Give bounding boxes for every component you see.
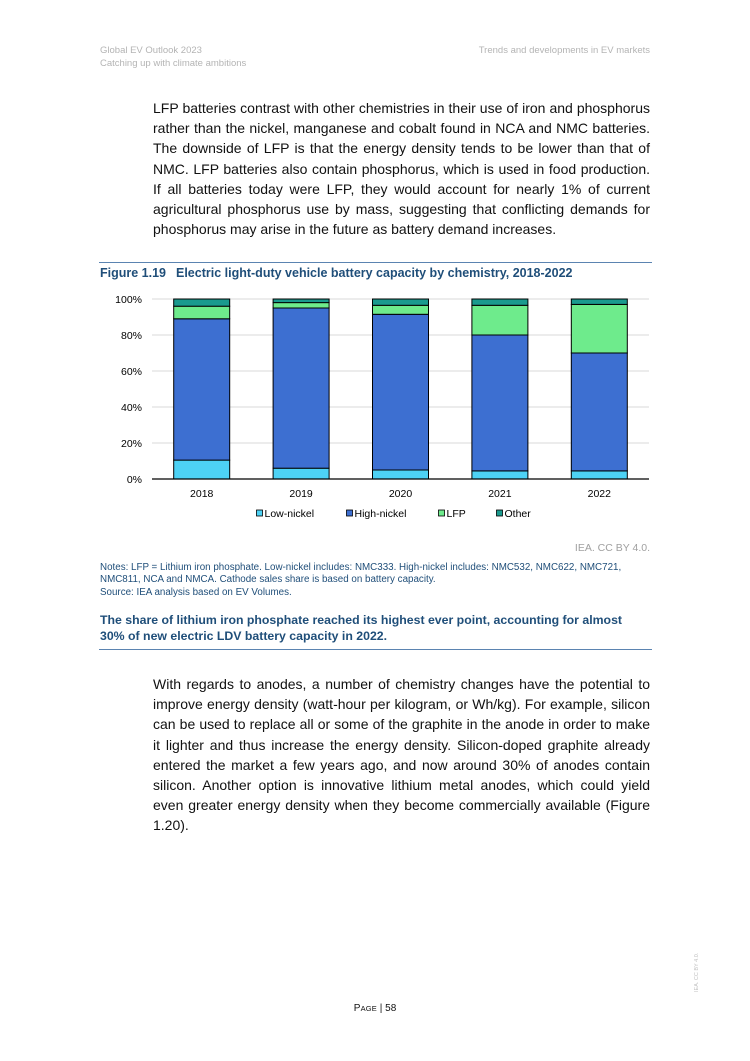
page-label: PAGE: [353, 1003, 378, 1014]
battery-chemistry-chart: [99, 286, 651, 531]
bar-segment: [273, 308, 329, 468]
report-subtitle: Catching up with climate ambitions: [100, 58, 247, 69]
bar-segment: [373, 470, 429, 479]
x-tick-label: 2022: [587, 488, 611, 500]
x-tick-label: 2018: [190, 488, 214, 500]
chart-legend: [257, 508, 532, 520]
bar-segment: [273, 303, 329, 308]
bar-segment: [472, 299, 528, 305]
legend-label: Low-nickel: [264, 508, 315, 520]
figure-title: [100, 266, 572, 280]
bar-segment: [571, 353, 627, 471]
bar-segment: [472, 305, 528, 335]
bar-segment: [273, 299, 329, 303]
report-title: Global EV Outlook 2023: [100, 45, 202, 56]
figure-bottom-rule: [99, 649, 652, 650]
legend-swatch: [497, 510, 503, 516]
bar-segment: [174, 306, 230, 319]
figure-takeaway: The share of lithium iron phosphate reached its highest ever point, accounting for almost 30% of new electric LDV battery capacity in 2022.: [100, 613, 623, 643]
bar-segment: [273, 468, 329, 479]
legend-label: Other: [504, 508, 531, 520]
y-tick-label: 40%: [120, 402, 142, 414]
figure-source: Source: IEA analysis based on EV Volumes.: [100, 587, 292, 598]
side-license-text: IEA. CC BY 4.0.: [694, 952, 700, 992]
x-tick-label: 2020: [388, 488, 413, 500]
y-tick-label: 100%: [115, 294, 142, 306]
figure-notes: Notes: LFP = Lithium iron phosphate. Low-nickel includes: NMC333. High-nickel includes: NMC532, NMC622, NMC721, NMC811, NCA and NMCA. Cathode sales share is based on battery capacity.: [100, 562, 622, 585]
legend-swatch: [439, 510, 445, 516]
bar-segment: [373, 305, 429, 314]
section-title: Trends and developments in EV markets: [478, 45, 650, 56]
bar-segment: [174, 299, 230, 306]
running-header-left: [100, 44, 246, 70]
y-tick-label: 60%: [120, 366, 142, 378]
legend-label: High-nickel: [354, 508, 407, 520]
bar-segment: [571, 299, 627, 304]
bar-segment: [174, 319, 230, 460]
body-paragraph-lfp: LFP batteries contrast with other chemistries in their use of iron and phosphorus rather than the nickel, manganese and cobalt found in NCA and NMC batteries. The downside of LFP is that the energy density tends to be lower than that of NMC. LFP batteries also contain phosphorus, which is used in food production. If all batteries today were LFP, they would account for nearly 1% of current agricultural phosphorus use by mass, suggesting that conflicting demands for phosphorus may arise in the future as battery demand increases.: [153, 100, 650, 238]
bar-segment: [571, 304, 627, 353]
page-number: 58: [385, 1003, 397, 1014]
y-tick-label: 0%: [126, 474, 142, 486]
figure-top-rule: [99, 262, 652, 263]
bar-segment: [472, 471, 528, 479]
x-tick-label: 2019: [289, 488, 313, 500]
legend-label: LFP: [446, 508, 466, 520]
bar-segment: [571, 471, 627, 479]
page-footer: PAGE | 58: [353, 1003, 397, 1014]
figure-caption: Electric light-duty vehicle battery capacity by chemistry, 2018-2022: [176, 266, 573, 280]
body-paragraph-anodes: With regards to anodes, a number of chemistry changes have the potential to improve energy density (watt-hour per kilogram, or Wh/kg). For example, silicon can be used to replace all or some of the graphite in the anode in order to make it lighter and thus increase the energy density. Silicon-doped graphite already entered the market a few years ago, and now around 30% of anodes contain silicon. Another option is innovative lithium metal anodes, which could yield even greater energy density when they become commercially available (Figure 1.20).: [153, 676, 650, 834]
bar-segment: [472, 335, 528, 471]
y-tick-label: 20%: [120, 438, 142, 450]
legend-swatch: [257, 510, 263, 516]
x-tick-label: 2021: [488, 488, 512, 500]
bar-segment: [373, 299, 429, 305]
bar-segment: [174, 460, 230, 479]
legend-swatch: [347, 510, 353, 516]
figure-credit: IEA. CC BY 4.0.: [574, 542, 650, 554]
figure-number: Figure 1.19: [100, 266, 166, 280]
bar-segment: [373, 314, 429, 470]
chart-bars: [174, 299, 628, 479]
y-tick-label: 80%: [120, 330, 142, 342]
